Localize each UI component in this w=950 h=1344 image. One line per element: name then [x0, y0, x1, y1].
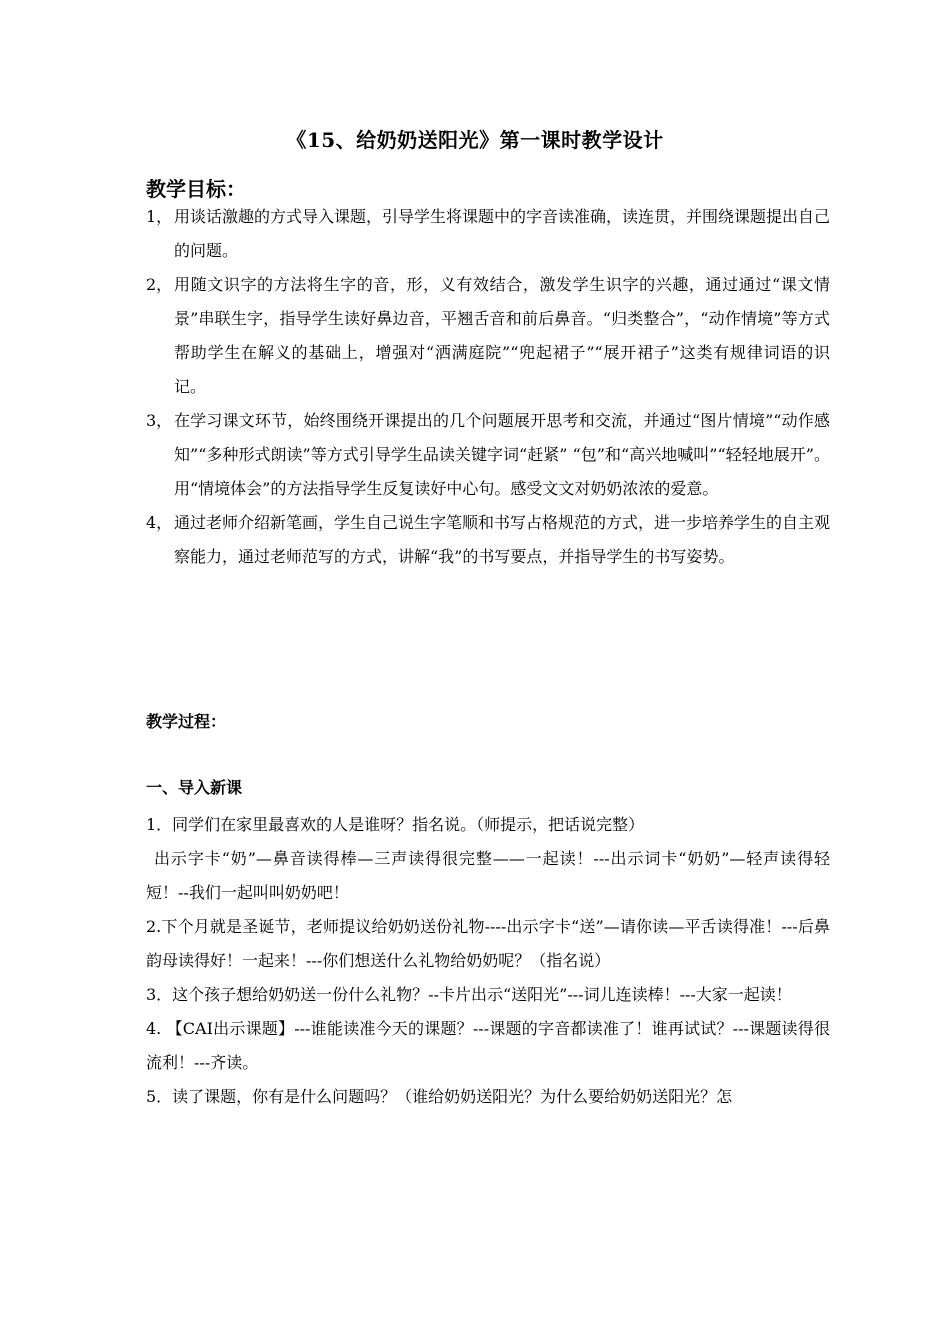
- goal-text: 在学习课文环节，始终围绕开课提出的几个问题展开思考和交流，并通过“图片情境”“动作感知”“多种形式朗读”等方式引导学生品读关键字词“赶紧” “包”和“高兴地喊叫”“轻轻地展开”。用“情境体会”的方法指导学生反复读好中心句。感受文文对奶奶浓浓的爱意。: [174, 411, 830, 498]
- process-paragraph: 出示字卡“奶”—鼻音读得棒—三声读得很完整——一起读！---出示词卡“奶奶”—轻声读得轻短！--我们一起叫叫奶奶吧！: [146, 849, 830, 902]
- process-paragraph: 1．同学们在家里最喜欢的人是谁呀？指名说。（师提示，把话说完整）: [146, 815, 645, 834]
- goals-heading: 教学目标：: [146, 177, 246, 201]
- goal-text: 用随文识字的方法将生字的音，形，义有效结合，激发学生识字的兴趣，通过通过“课文情景”串联生字，指导学生读好鼻边音，平翘舌音和前后鼻音。“归类整合”，“动作情境”等方式帮助学生在解义的基础上，增强对“洒满庭院”“兜起裙子”“展开裙子”这类有规律词语的识记。: [174, 275, 830, 396]
- goals-list: [146, 200, 830, 574]
- goal-number: 3，: [146, 411, 173, 430]
- process-paragraph: 2.下个月就是圣诞节，老师提议给奶奶送份礼物----出示字卡“送”—请你读—平舌读得准！---后鼻韵母读得好！一起来！---你们想送什么礼物给奶奶呢？（指名说）: [146, 917, 830, 970]
- process-paragraph: 5．读了课题，你有是什么问题吗？（谁给奶奶送阳光？为什么要给奶奶送阳光？怎: [146, 1087, 733, 1106]
- goal-number: 4，: [146, 513, 173, 532]
- document-title: 《15、给奶奶送阳光》第一课时教学设计: [286, 128, 664, 152]
- section-heading: 一、导入新课: [146, 778, 243, 797]
- goal-text: 用谈话激趣的方式导入课题，引导学生将课题中的字音读准确，读连贯，并围绕课题提出自己的问题。: [174, 207, 831, 260]
- process-paragraph: 3．这个孩子想给奶奶送一份什么礼物？--卡片出示“送阳光”---词儿连读棒！---大家一起读！: [146, 985, 792, 1004]
- goal-item: [146, 506, 830, 574]
- goal-number: 2，: [146, 275, 173, 294]
- process-heading: 教学过程：: [146, 712, 227, 731]
- process-list: [146, 808, 830, 1114]
- goal-text: 通过老师介绍新笔画，学生自己说生字笔顺和书写占格规范的方式，进一步培养学生的自主观察能力，通过老师范写的方式，讲解“我”的书写要点，并指导学生的书写姿势。: [174, 513, 831, 566]
- goal-item: [146, 200, 830, 268]
- goal-item: [146, 404, 830, 506]
- goal-number: 1，: [146, 207, 173, 226]
- goal-item: [146, 268, 830, 404]
- process-paragraph: 4. 【CAI出示课题】---谁能读准今天的课题？---课题的字音都读准了！谁再试试？---课题读得很流利！---齐读。: [146, 1019, 830, 1072]
